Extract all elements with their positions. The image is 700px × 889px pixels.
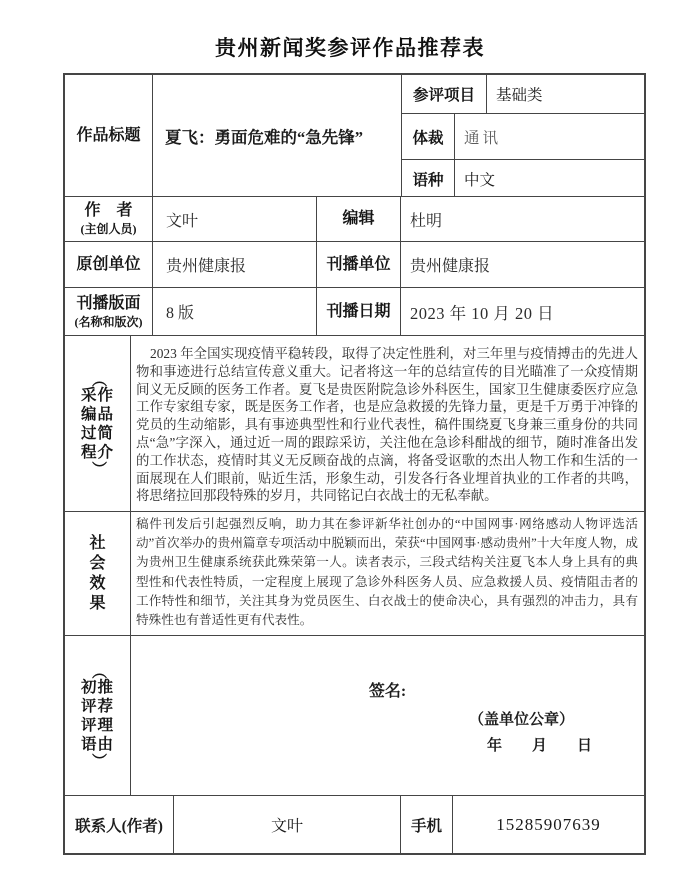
contact-value: 文叶	[174, 796, 401, 853]
row-work-title	[65, 75, 644, 197]
contact-label: 联系人(作者)	[65, 796, 174, 853]
process-label-line: 采作	[80, 386, 114, 404]
genre-label: 体裁	[402, 114, 455, 159]
author-label-sub: (主创人员)	[80, 222, 137, 237]
process-intro-text: 2023 年全国实现疫情平稳转段，取得了决定性胜利，对三年里与疫情搏击的先进人物和事迹进行总结宣传意义重大。记者将这一年的总结宣传的目光瞄准了一众疫情期间义无反顾的医务工作者。夏飞是贵医附院急诊外科医生，国家卫生健康委医疗应急工作专家组专家，既是医务工作者，也是应急救援的先锋力量，更是千万勇于冲锋的党员的生动缩影，具有事迹典型性和行业代表性，稿件围绕夏飞身兼三重身份的共同点“急”字深入，通过近一周的跟踪采访，关注他在急诊科酣战的细节，随时准备出发的工作状态，疫情时其义无反顾奋战的点滴，将备受讴歌的杰出人物工作和生活的一面展现在人们眼前，贴近生活，形象生动，引发各行各业埋首执业的工作者的共鸣，将思绪拉回那段特殊的岁月，共同铭记白衣战士的无私奉献。	[136, 346, 638, 504]
work-title-label: 作品标题	[65, 75, 153, 196]
entry-category-value: 基础类	[496, 87, 543, 104]
vertical-open-paren: （	[89, 371, 106, 387]
vertical-close-paren: ）	[89, 460, 106, 476]
process-intro-label	[65, 336, 131, 511]
language-value: 中文	[464, 171, 496, 189]
signature-area	[131, 636, 644, 795]
author-label-main: 作 者	[84, 202, 133, 220]
sign-date-line: 年 月 日	[486, 738, 592, 754]
page-label-main: 刊播版面	[76, 294, 141, 312]
row-review-signature	[65, 636, 644, 796]
page-value: 8 版	[153, 288, 317, 335]
social-effect-cell	[131, 512, 644, 635]
language-row	[402, 160, 644, 196]
editor-value: 杜明	[410, 212, 443, 230]
social-effect-text: 稿件刊发后引起强烈反响，助力其在参评新华社创办的“中国网事·网络感动人物评选活动”首次举办的贵州篇章专项活动中脱颖而出，荣获“中国网事·感动贵州”十大年度人物，成为贵州卫生健康系统获此殊荣第一人。读者表示，三段式结构关注夏飞本人身上具有的典型性和代表性特质，一定程度上展现了急诊外科医务人员、应急救援人员、疫情阻击者的工作特性和细节，关注其身为党员医生、白衣战士的使命决心，具有强烈的冲击力，具有特殊性也有普适性更有代表性。	[136, 517, 638, 628]
vertical-open-paren: （	[89, 663, 106, 679]
review-label-line: 初推	[80, 678, 114, 696]
row-author	[65, 197, 644, 242]
row-page-date	[65, 288, 644, 336]
date-label: 刊播日期	[317, 288, 401, 335]
review-label-line: 语由	[80, 735, 114, 753]
original-unit-value: 贵州健康报	[153, 242, 317, 287]
author-value: 文叶	[153, 197, 317, 241]
original-unit-label: 原创单位	[65, 242, 153, 287]
process-label-line: 程介	[80, 443, 114, 461]
review-label-line: 评理	[80, 716, 114, 734]
social-effect-label	[65, 512, 131, 635]
publish-unit-value: 贵州健康报	[410, 258, 491, 275]
classification-subtable	[402, 75, 644, 196]
genre-value: 通讯	[464, 129, 502, 147]
stamp-note: （盖单位公章）	[468, 712, 574, 728]
review-label	[65, 636, 131, 795]
social-label-char: 社	[89, 534, 106, 552]
publish-unit-label: 刊播单位	[317, 242, 401, 287]
phone-value: 15285907639	[496, 814, 601, 834]
work-title-value: 夏飞：勇面危难的“急先锋”	[153, 75, 402, 196]
phone-label: 手机	[401, 796, 453, 853]
date-value: 2023 年 10 月 20 日	[410, 303, 555, 323]
row-process-intro	[65, 336, 644, 512]
author-label	[65, 197, 153, 241]
form-table	[63, 73, 646, 855]
genre-row	[402, 114, 644, 160]
social-label-char: 果	[89, 594, 106, 612]
page-label-sub: (名称和版次)	[74, 314, 143, 329]
entry-category-label: 参评项目	[402, 75, 487, 113]
row-contact	[65, 796, 644, 853]
page-title: 贵州新闻奖参评作品推荐表	[215, 36, 485, 60]
vertical-close-paren: ）	[89, 752, 106, 768]
process-intro-cell	[131, 336, 644, 511]
row-units	[65, 242, 644, 288]
process-label-line: 编品	[80, 405, 114, 423]
social-label-char: 会	[89, 554, 106, 572]
row-social-effect	[65, 512, 644, 636]
signature-label: 签名:	[368, 683, 407, 700]
page-label	[65, 288, 153, 335]
social-label-char: 效	[89, 574, 106, 592]
entry-category-row	[402, 75, 644, 114]
language-label: 语种	[402, 160, 455, 196]
review-label-line: 评荐	[80, 697, 114, 715]
editor-label: 编辑	[317, 197, 401, 241]
process-label-line: 过简	[80, 424, 114, 442]
